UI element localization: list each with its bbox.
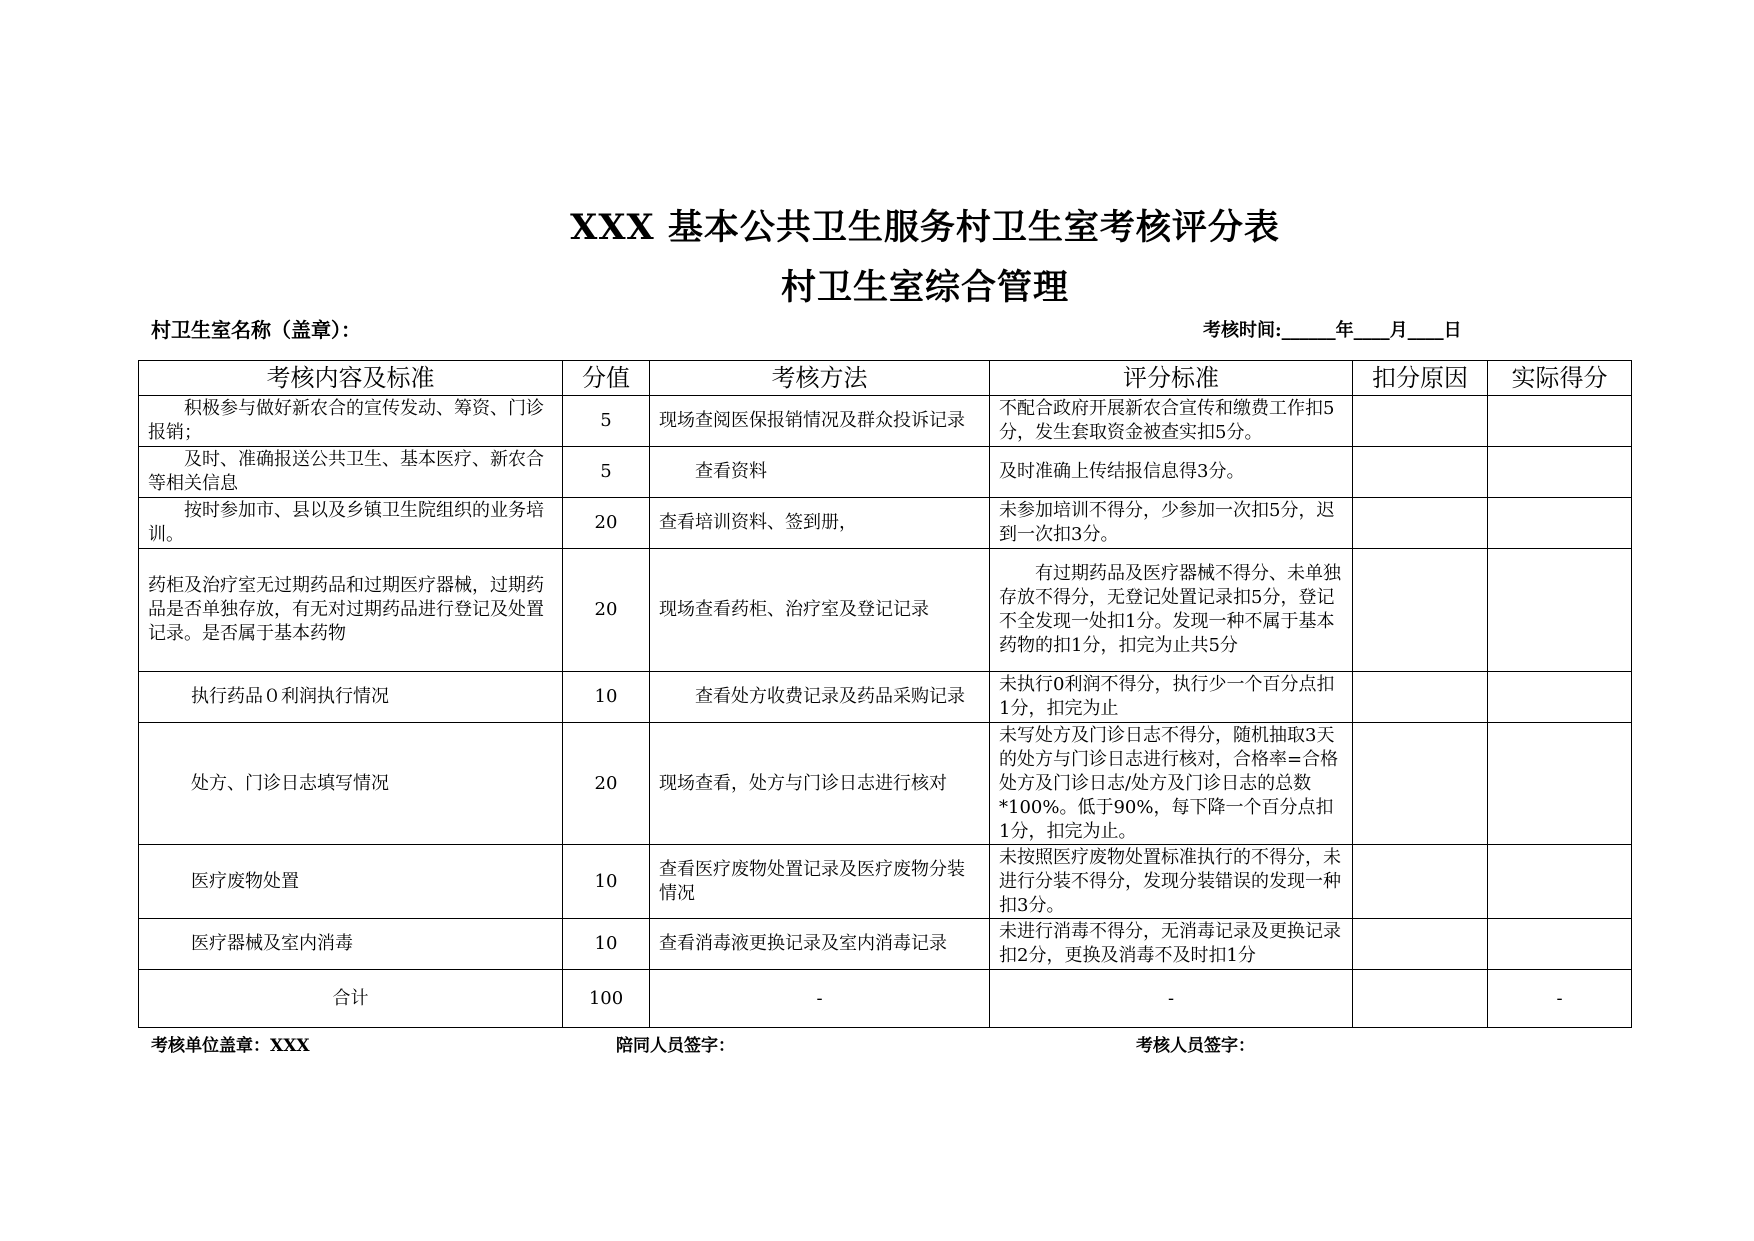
cell-deduction[interactable] [1353,549,1488,672]
total-deduction[interactable] [1353,970,1488,1028]
table-total-row [139,970,1632,1028]
cell-actual[interactable] [1488,919,1632,970]
cell-method: 查看消毒液更换记录及室内消毒记录 [650,919,990,970]
header-deduction: 扣分原因 [1353,361,1488,396]
cell-criteria: 未进行消毒不得分，无消毒记录及更换记录扣2分，更换及消毒不及时扣1分 [990,919,1353,970]
cell-criteria: 未写处方及门诊日志不得分，随机抽取3天的处方与门诊日志进行核对，合格率=合格处方及门诊日志/处方及门诊日志的总数*100%。低于90%，每下降一个百分点扣1分，扣完为止。 [990,723,1353,845]
table-row [139,845,1632,919]
cell-criteria: 未执行0利润不得分，执行少一个百分点扣1分，扣完为止 [990,672,1353,723]
cell-method: 现场查看药柜、治疗室及登记记录 [650,549,990,672]
total-criteria: - [990,970,1353,1028]
cell-method: 现场查看，处方与门诊日志进行核对 [650,723,990,845]
total-label: 合计 [139,970,563,1028]
cell-content: 执行药品０利润执行情况 [139,672,563,723]
table-row [139,919,1632,970]
cell-method: 查看医疗废物处置记录及医疗废物分装情况 [650,845,990,919]
cell-score: 10 [563,845,650,919]
cell-deduction[interactable] [1353,396,1488,447]
assessment-date-label: 考核时间:______年____月____日 [1203,320,1462,341]
assessment-table [138,360,1632,1028]
cell-content: 按时参加市、县以及乡镇卫生院组织的业务培训。 [139,498,563,549]
document-title: XXX 基本公共卫生服务村卫生室考核评分表 [570,207,1280,248]
cell-score: 20 [563,549,650,672]
cell-actual[interactable] [1488,549,1632,672]
table-row [139,723,1632,845]
cell-criteria: 及时准确上传结报信息得3分。 [990,447,1353,498]
header-content: 考核内容及标准 [139,361,563,396]
cell-criteria: 有过期药品及医疗器械不得分、未单独存放不得分，无登记处置记录扣5分，登记不全发现一处扣1分。发现一种不属于基本药物的扣1分，扣完为止共5分 [990,549,1353,672]
cell-content: 医疗废物处置 [139,845,563,919]
companion-sign-label: 陪同人员签字： [616,1036,735,1056]
header-criteria: 评分标准 [990,361,1353,396]
cell-content: 积极参与做好新农合的宣传发动、筹资、门诊报销； [139,396,563,447]
cell-content: 处方、门诊日志填写情况 [139,723,563,845]
examiner-sign-label: 考核人员签字： [1136,1036,1255,1056]
document-subtitle: 村卫生室综合管理 [780,267,1069,308]
cell-deduction[interactable] [1353,845,1488,919]
cell-deduction[interactable] [1353,498,1488,549]
cell-actual[interactable] [1488,498,1632,549]
table-row [139,498,1632,549]
cell-actual[interactable] [1488,723,1632,845]
table-row [139,447,1632,498]
cell-actual[interactable] [1488,396,1632,447]
cell-actual[interactable] [1488,447,1632,498]
table-header-row [139,361,1632,396]
cell-content: 医疗器械及室内消毒 [139,919,563,970]
header-score: 分值 [563,361,650,396]
cell-score: 5 [563,396,650,447]
total-method: - [650,970,990,1028]
cell-score: 5 [563,447,650,498]
cell-actual[interactable] [1488,845,1632,919]
cell-content: 及时、准确报送公共卫生、基本医疗、新农合等相关信息 [139,447,563,498]
cell-content: 药柜及治疗室无过期药品和过期医疗器械，过期药品是否单独存放，有无对过期药品进行登记及处置记录。是否属于基本药物 [139,549,563,672]
total-score: 100 [563,970,650,1028]
cell-score: 10 [563,919,650,970]
unit-seal-label: 考核单位盖章：XXX [151,1036,310,1056]
cell-score: 20 [563,723,650,845]
cell-deduction[interactable] [1353,672,1488,723]
cell-method: 现场查阅医保报销情况及群众投诉记录 [650,396,990,447]
cell-criteria: 未参加培训不得分，少参加一次扣5分，迟到一次扣3分。 [990,498,1353,549]
table-row [139,549,1632,672]
table-row [139,672,1632,723]
cell-score: 10 [563,672,650,723]
cell-criteria: 不配合政府开展新农合宣传和缴费工作扣5分，发生套取资金被查实扣5分。 [990,396,1353,447]
cell-actual[interactable] [1488,672,1632,723]
header-method: 考核方法 [650,361,990,396]
cell-deduction[interactable] [1353,723,1488,845]
cell-method: 查看资料 [650,447,990,498]
header-actual: 实际得分 [1488,361,1632,396]
clinic-name-label: 村卫生室名称（盖章）： [151,318,361,342]
cell-method: 查看处方收费记录及药品采购记录 [650,672,990,723]
table-row [139,396,1632,447]
cell-criteria: 未按照医疗废物处置标准执行的不得分，未进行分装不得分，发现分装错误的发现一种扣3分。 [990,845,1353,919]
cell-deduction[interactable] [1353,447,1488,498]
total-actual: - [1488,970,1632,1028]
cell-score: 20 [563,498,650,549]
cell-deduction[interactable] [1353,919,1488,970]
cell-method: 查看培训资料、签到册， [650,498,990,549]
